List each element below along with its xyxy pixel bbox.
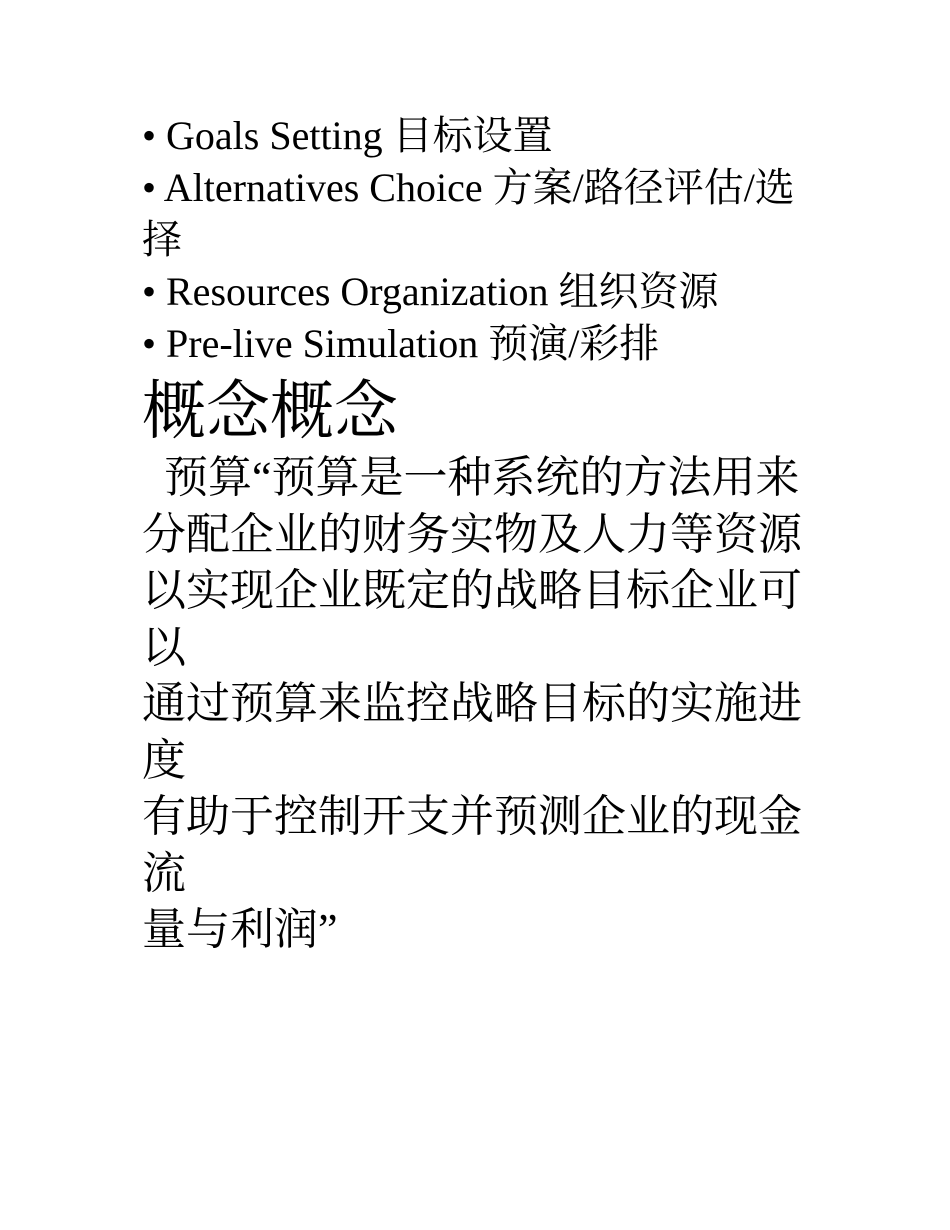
bullet-goals-setting: • Goals Setting 目标设置 (142, 113, 553, 158)
definition-line: 有助于控制开支并预测企业的现金流 (142, 792, 802, 898)
definition-line: 通过预算来监控战略目标的实施进度 (142, 679, 802, 785)
bullet-list (142, 110, 822, 370)
definition-line: 预算“预算是一种系统的方法用来 (142, 453, 800, 502)
bullet-alternatives-choice: • Alternatives Choice 方案/路径评估/选择 (142, 165, 795, 262)
budget-definition-paragraph (142, 450, 822, 959)
page-content (142, 110, 822, 959)
definition-line: 量与利润” (142, 905, 338, 954)
bullet-pre-live-simulation: • Pre-live Simulation 预演/彩排 (142, 321, 660, 366)
definition-line: 分配企业的财务实物及人力等资源 (142, 509, 802, 559)
definition-line: 以实现企业既定的战略目标企业可以 (142, 566, 802, 672)
bullet-resources-organization: • Resources Organization 组织资源 (142, 269, 719, 314)
concept-heading: 概念概念 (142, 376, 398, 447)
